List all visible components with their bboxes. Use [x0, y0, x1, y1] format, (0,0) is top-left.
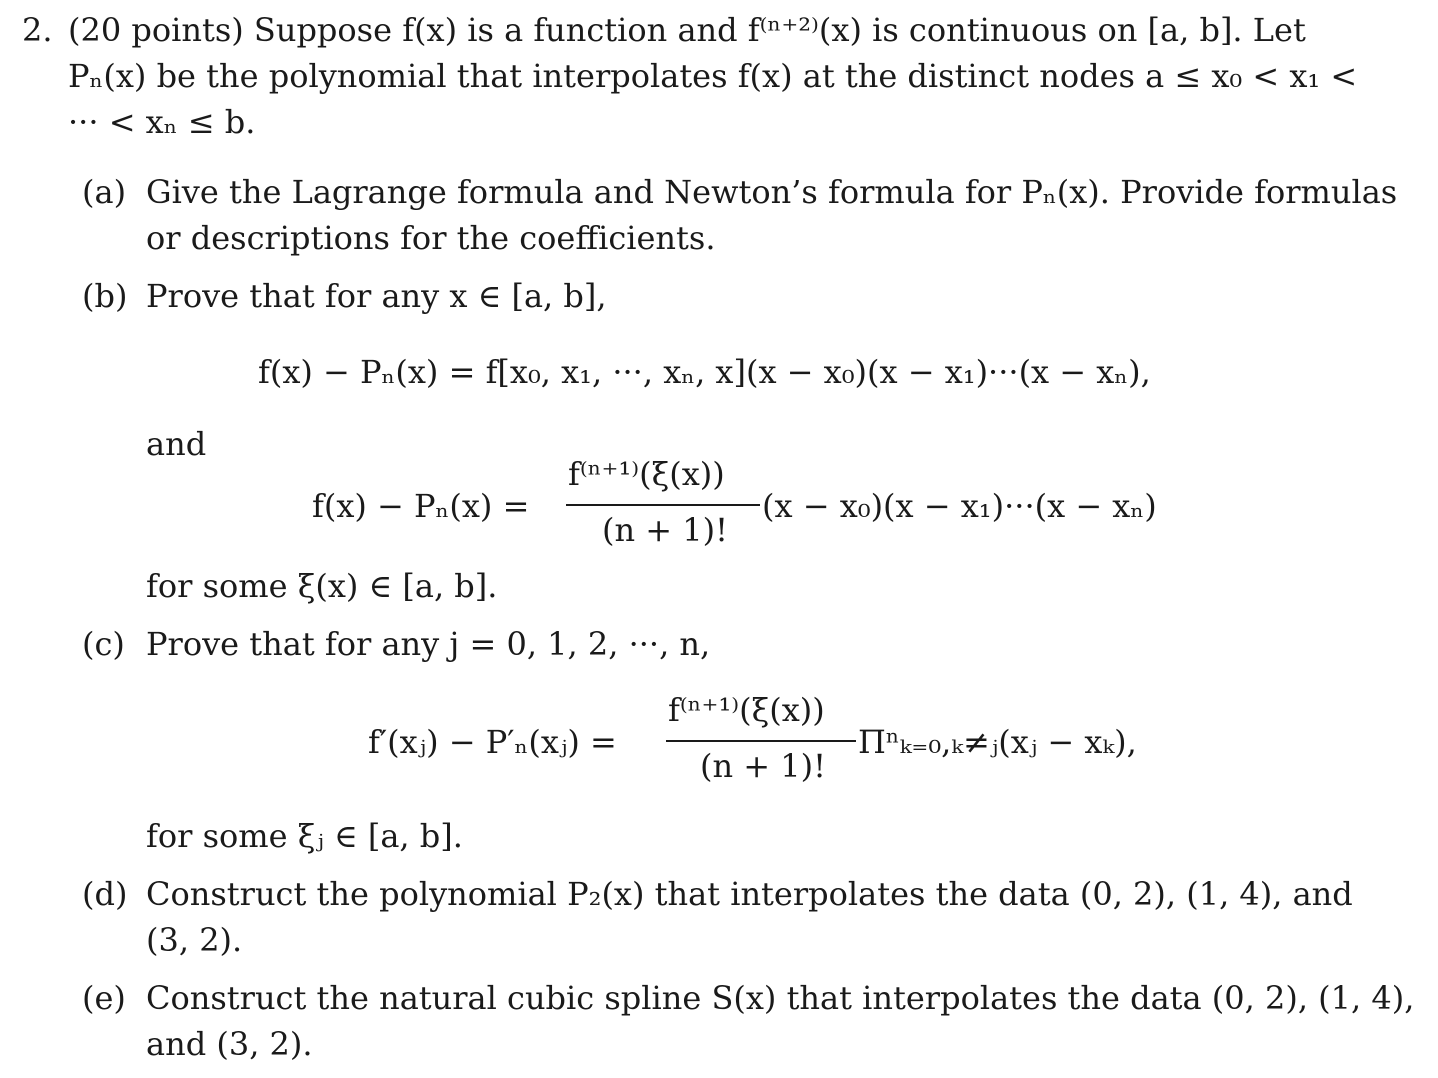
- part-b-equation-2-left: f(x) − Pₙ(x) =: [312, 487, 530, 525]
- part-c-line-1: Prove that for any j = 0, 1, 2, ···, n,: [146, 625, 711, 663]
- part-b-and-word: and: [146, 425, 207, 463]
- problem-number: 2.: [22, 11, 53, 49]
- part-b-line-1: Prove that for any x ∈ [a, b],: [146, 277, 607, 315]
- part-c-fraction-bar: [666, 740, 856, 742]
- part-c-equation-right: Πⁿₖ₌₀,ₖ≠ⱼ(xⱼ − xₖ),: [858, 723, 1137, 761]
- part-b-equation-2-right: (x − x₀)(x − x₁)···(x − xₙ): [762, 487, 1157, 525]
- part-b-equation-2-numerator: f⁽ⁿ⁺¹⁾(ξ(x)): [568, 455, 725, 493]
- part-c-label: (c): [82, 625, 125, 663]
- part-a-line-1: Give the Lagrange formula and Newton’s formula for Pₙ(x). Provide formulas: [146, 173, 1398, 211]
- problem-intro-line-2: Pₙ(x) be the polynomial that interpolates f(x) at the distinct nodes a ≤ x₀ < x₁ <: [68, 57, 1358, 95]
- part-c-equation-denominator: (n + 1)!: [700, 747, 826, 785]
- problem-intro-line-3: ··· < xₙ ≤ b.: [68, 103, 256, 141]
- part-d-label: (d): [82, 875, 128, 913]
- part-b-label: (b): [82, 277, 128, 315]
- part-b-equation-2-denominator: (n + 1)!: [602, 511, 728, 549]
- part-a-line-2: or descriptions for the coefficients.: [146, 219, 716, 257]
- part-e-line-1: Construct the natural cubic spline S(x) that interpolates the data (0, 2), (1, 4),: [146, 979, 1415, 1017]
- part-e-line-2: and (3, 2).: [146, 1025, 313, 1063]
- part-b-equation-1: f(x) − Pₙ(x) = f[x₀, x₁, ···, xₙ, x](x − x₀)(x − x₁)···(x − xₙ),: [258, 353, 1151, 391]
- part-d-line-2: (3, 2).: [146, 921, 243, 959]
- part-c-tail: for some ξⱼ ∈ [a, b].: [146, 817, 463, 855]
- part-c-equation-left: f′(xⱼ) − P′ₙ(xⱼ) =: [368, 723, 617, 761]
- part-e-label: (e): [82, 979, 126, 1017]
- part-b-fraction-bar: [566, 504, 760, 506]
- part-b-tail: for some ξ(x) ∈ [a, b].: [146, 567, 498, 605]
- part-d-line-1: Construct the polynomial P₂(x) that interpolates the data (0, 2), (1, 4), and: [146, 875, 1353, 913]
- part-c-equation-numerator: f⁽ⁿ⁺¹⁾(ξ(x)): [668, 691, 825, 729]
- part-a-label: (a): [82, 173, 127, 211]
- problem-intro-line-1: (20 points) Suppose f(x) is a function and f⁽ⁿ⁺²⁾(x) is continuous on [a, b]. Let: [68, 11, 1306, 49]
